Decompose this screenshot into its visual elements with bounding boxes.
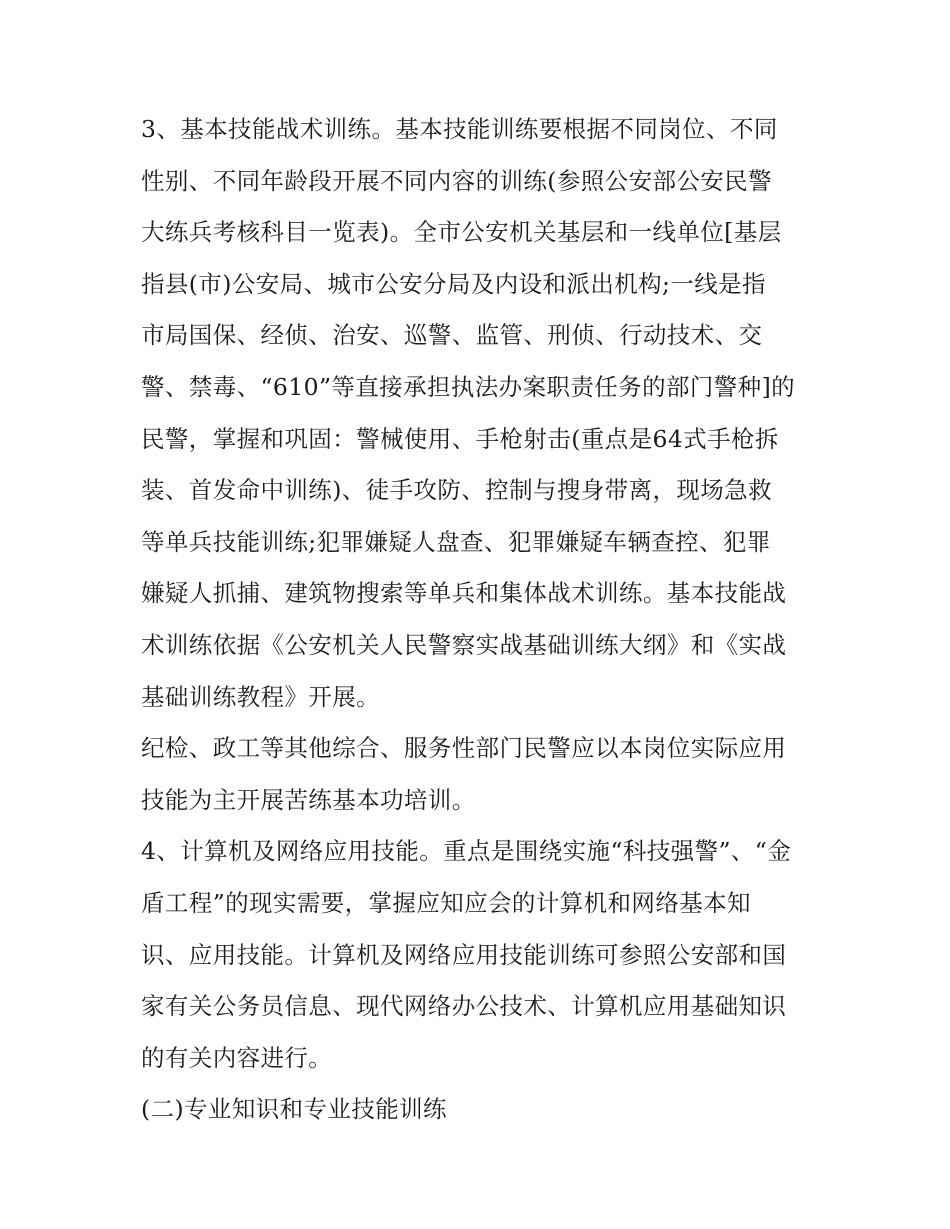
text-line: 纪检、政工等其他综合、服务性部门民警应以本岗位实际应用: [141, 734, 787, 763]
text-line: 性别、不同年龄段开展不同内容的训练(参照公安部公安民警: [141, 166, 772, 195]
text-line: 家有关公务员信息、现代网络办公技术、计算机应用基础知识: [141, 992, 787, 1021]
text-line: 识、应用技能。计算机及网络应用技能训练可参照公安部和国: [141, 940, 787, 969]
document-body: [141, 104, 821, 1136]
text-line: 的有关内容进行。: [141, 1043, 333, 1072]
text-line: 3、基本技能战术训练。基本技能训练要根据不同岗位、不同: [141, 115, 778, 143]
text-line: 术训练依据《公安机关人民警察实战基础训练大纲》和《实战: [141, 630, 787, 659]
text-line: 民警，掌握和巩固：警械使用、手枪射击(重点是64式手枪拆: [141, 424, 779, 453]
text-line: 盾工程”的现实需要，掌握应知应会的计算机和网络基本知: [141, 888, 751, 917]
text-line: 4、计算机及网络应用技能。重点是围绕实施“科技强警”、“金: [141, 837, 792, 866]
text-line: 大练兵考核科目一览表)。全市公安机关基层和一线单位[基层: [141, 218, 782, 247]
text-line: 市局国保、经侦、治安、巡警、监管、刑侦、行动技术、交: [141, 321, 763, 350]
text-line: 等单兵技能训练;犯罪嫌疑人盘查、犯罪嫌疑车辆查控、犯罪: [141, 527, 771, 556]
section-heading: (二)专业知识和专业技能训练: [141, 1095, 447, 1124]
text-line: 基础训练教程》开展。: [141, 682, 380, 711]
text-line: 嫌疑人抓捕、建筑物搜索等单兵和集体战术训练。基本技能战: [141, 579, 787, 608]
text-line: 装、首发命中训练)、徒手攻防、控制与搜身带离，现场急救: [141, 476, 772, 505]
text-line: 指县(市)公安局、城市公安分局及内设和派出机构;一线是指: [141, 269, 766, 298]
text-line: 警、禁毒、“610”等直接承担执法办案职责任务的部门警种]的: [141, 372, 796, 401]
text-line: 技能为主开展苦练基本功培训。: [141, 785, 476, 814]
